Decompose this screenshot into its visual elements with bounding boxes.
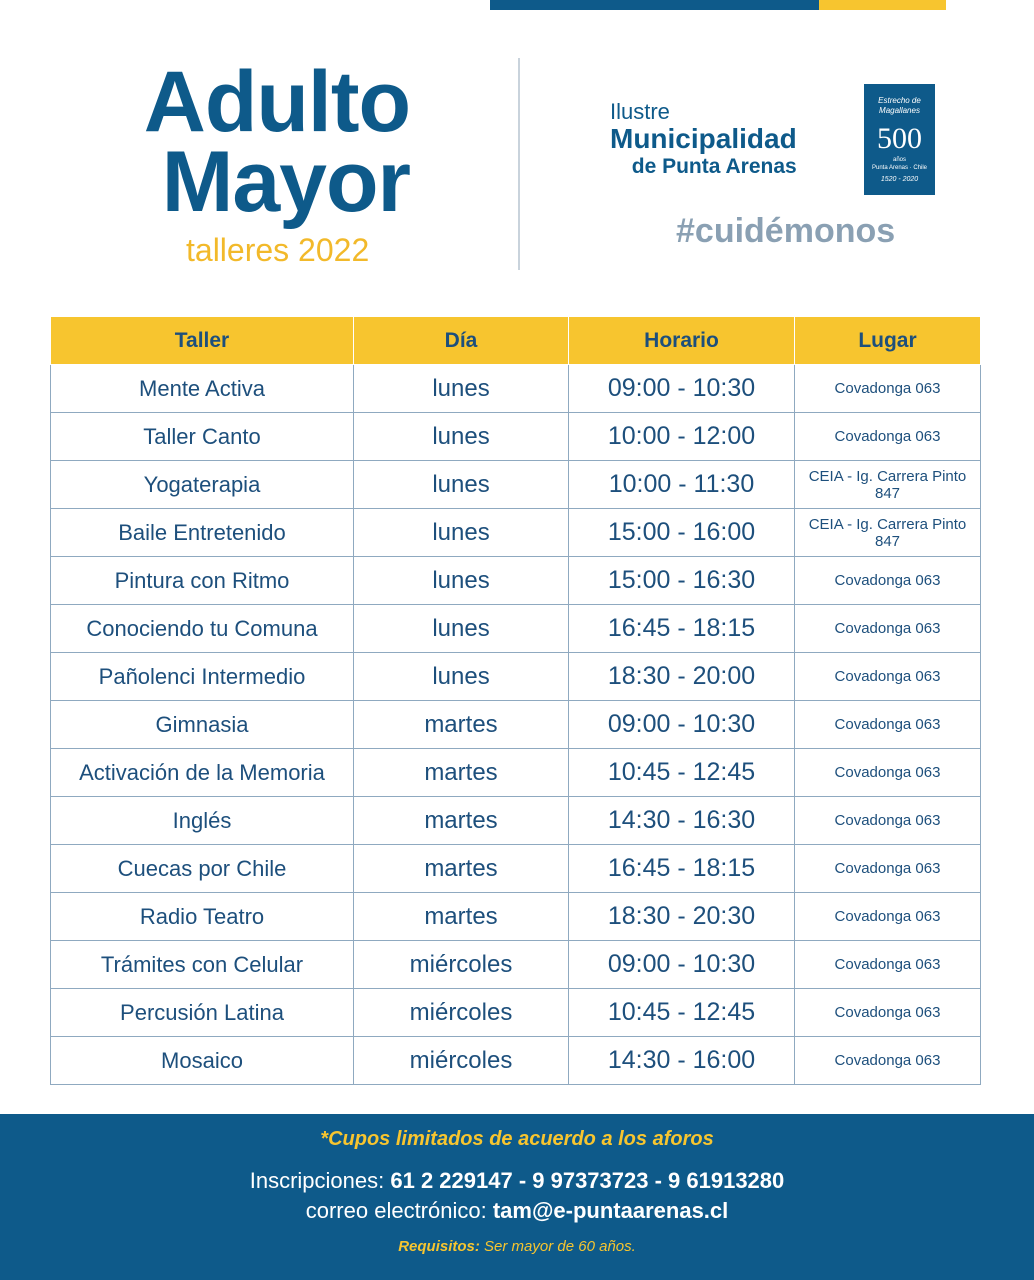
cell-horario: 09:00 - 10:30 — [569, 941, 795, 989]
cell-lugar: Covadonga 063 — [795, 797, 981, 845]
cell-lugar: Covadonga 063 — [795, 989, 981, 1037]
page-subtitle: talleres 2022 — [186, 232, 370, 268]
table-row — [51, 653, 981, 701]
registration-phones: 61 2 229147 - 9 97373723 - 9 61913280 — [390, 1168, 785, 1193]
schedule-table-body — [51, 365, 981, 1085]
cell-taller: Cuecas por Chile — [51, 845, 354, 893]
cell-lugar: Covadonga 063 — [795, 1037, 981, 1085]
cell-lugar: Covadonga 063 — [795, 365, 981, 413]
cell-dia: martes — [354, 845, 569, 893]
seal-number: 500 — [877, 122, 922, 155]
cell-lugar: Covadonga 063 — [795, 653, 981, 701]
seal-place: Punta Arenas · Chile — [871, 165, 928, 171]
top-accent-yellow — [819, 0, 946, 10]
cell-lugar: Covadonga 063 — [795, 413, 981, 461]
table-row — [51, 989, 981, 1037]
requirements-label: Requisitos: — [398, 1238, 480, 1255]
cell-taller: Yogaterapia — [51, 461, 354, 509]
cell-dia: lunes — [354, 509, 569, 557]
registration-line — [0, 1168, 1034, 1194]
title-block — [100, 54, 410, 230]
table-row — [51, 413, 981, 461]
seal-years: 1520 - 2020 — [880, 176, 919, 183]
requirements-text: Ser mayor de 60 años. — [484, 1238, 636, 1255]
cell-lugar: CEIA - Ig. Carrera Pinto 847 — [795, 509, 981, 557]
cell-taller: Mente Activa — [51, 365, 354, 413]
page-title-line2: Mayor — [161, 134, 410, 230]
cell-dia: martes — [354, 797, 569, 845]
seal-anos: años — [892, 157, 906, 163]
column-header-taller: Taller — [51, 317, 354, 365]
cell-dia: lunes — [354, 557, 569, 605]
cell-taller: Activación de la Memoria — [51, 749, 354, 797]
cell-lugar: Covadonga 063 — [795, 893, 981, 941]
municipality-logo-text — [610, 100, 797, 180]
page-title-line1: Adulto — [143, 54, 410, 150]
cell-dia: miércoles — [354, 989, 569, 1037]
municipality-line2: Municipalidad — [610, 123, 797, 154]
email-label: correo electrónico: — [305, 1198, 487, 1223]
header-divider — [518, 58, 520, 270]
cell-dia: lunes — [354, 365, 569, 413]
seal-line1: Estrecho de Magallanes — [878, 96, 921, 115]
table-row — [51, 365, 981, 413]
cell-lugar: CEIA - Ig. Carrera Pinto 847 — [795, 461, 981, 509]
table-row — [51, 509, 981, 557]
table-row — [51, 941, 981, 989]
cell-taller: Mosaico — [51, 1037, 354, 1085]
capacity-note: *Cupos limitados de acuerdo a los aforos — [320, 1128, 714, 1150]
email-address: tam@e-puntaarenas.cl — [492, 1198, 729, 1223]
email-line — [0, 1198, 1034, 1224]
cell-horario: 09:00 - 10:30 — [569, 701, 795, 749]
cell-horario: 18:30 - 20:00 — [569, 653, 795, 701]
cell-lugar: Covadonga 063 — [795, 605, 981, 653]
table-row — [51, 893, 981, 941]
cell-horario: 14:30 - 16:00 — [569, 1037, 795, 1085]
cell-lugar: Covadonga 063 — [795, 941, 981, 989]
top-accent-bar — [490, 0, 946, 10]
cell-taller: Taller Canto — [51, 413, 354, 461]
cell-taller: Gimnasia — [51, 701, 354, 749]
cell-horario: 10:45 - 12:45 — [569, 749, 795, 797]
requirements-line — [0, 1238, 1034, 1255]
cell-horario: 09:00 - 10:30 — [569, 365, 795, 413]
table-row — [51, 797, 981, 845]
cell-dia: miércoles — [354, 941, 569, 989]
cell-horario: 10:45 - 12:45 — [569, 989, 795, 1037]
cell-horario: 16:45 - 18:15 — [569, 845, 795, 893]
cell-horario: 16:45 - 18:15 — [569, 605, 795, 653]
table-row — [51, 1037, 981, 1085]
column-header-dia: Día — [354, 317, 569, 365]
municipality-line1: Ilustre — [610, 99, 670, 124]
registration-label: Inscripciones: — [249, 1168, 385, 1193]
schedule-table — [50, 316, 981, 1085]
cell-taller: Pintura con Ritmo — [51, 557, 354, 605]
table-row — [51, 605, 981, 653]
table-header-row — [51, 317, 981, 365]
cell-taller: Percusión Latina — [51, 989, 354, 1037]
anniversary-seal-logo — [864, 84, 935, 195]
column-header-lugar: Lugar — [795, 317, 981, 365]
cell-lugar: Covadonga 063 — [795, 845, 981, 893]
cell-horario: 15:00 - 16:30 — [569, 557, 795, 605]
footer-banner — [0, 1114, 1034, 1280]
cell-taller: Pañolenci Intermedio — [51, 653, 354, 701]
cell-dia: lunes — [354, 461, 569, 509]
table-row — [51, 845, 981, 893]
municipality-line3: de Punta Arenas — [631, 155, 797, 178]
cell-taller: Inglés — [51, 797, 354, 845]
cell-dia: martes — [354, 749, 569, 797]
cell-dia: lunes — [354, 413, 569, 461]
table-row — [51, 461, 981, 509]
cell-lugar: Covadonga 063 — [795, 749, 981, 797]
hashtag: #cuidémonos — [676, 212, 896, 250]
cell-dia: miércoles — [354, 1037, 569, 1085]
cell-horario: 18:30 - 20:30 — [569, 893, 795, 941]
table-row — [51, 557, 981, 605]
cell-taller: Trámites con Celular — [51, 941, 354, 989]
cell-horario: 10:00 - 12:00 — [569, 413, 795, 461]
cell-dia: lunes — [354, 605, 569, 653]
cell-horario: 15:00 - 16:00 — [569, 509, 795, 557]
column-header-horario: Horario — [569, 317, 795, 365]
cell-lugar: Covadonga 063 — [795, 557, 981, 605]
table-row — [51, 749, 981, 797]
cell-taller: Baile Entretenido — [51, 509, 354, 557]
cell-dia: lunes — [354, 653, 569, 701]
cell-lugar: Covadonga 063 — [795, 701, 981, 749]
cell-taller: Radio Teatro — [51, 893, 354, 941]
cell-dia: martes — [354, 701, 569, 749]
top-accent-blue — [490, 0, 819, 10]
table-row — [51, 701, 981, 749]
cell-horario: 14:30 - 16:30 — [569, 797, 795, 845]
cell-dia: martes — [354, 893, 569, 941]
cell-horario: 10:00 - 11:30 — [569, 461, 795, 509]
cell-taller: Conociendo tu Comuna — [51, 605, 354, 653]
